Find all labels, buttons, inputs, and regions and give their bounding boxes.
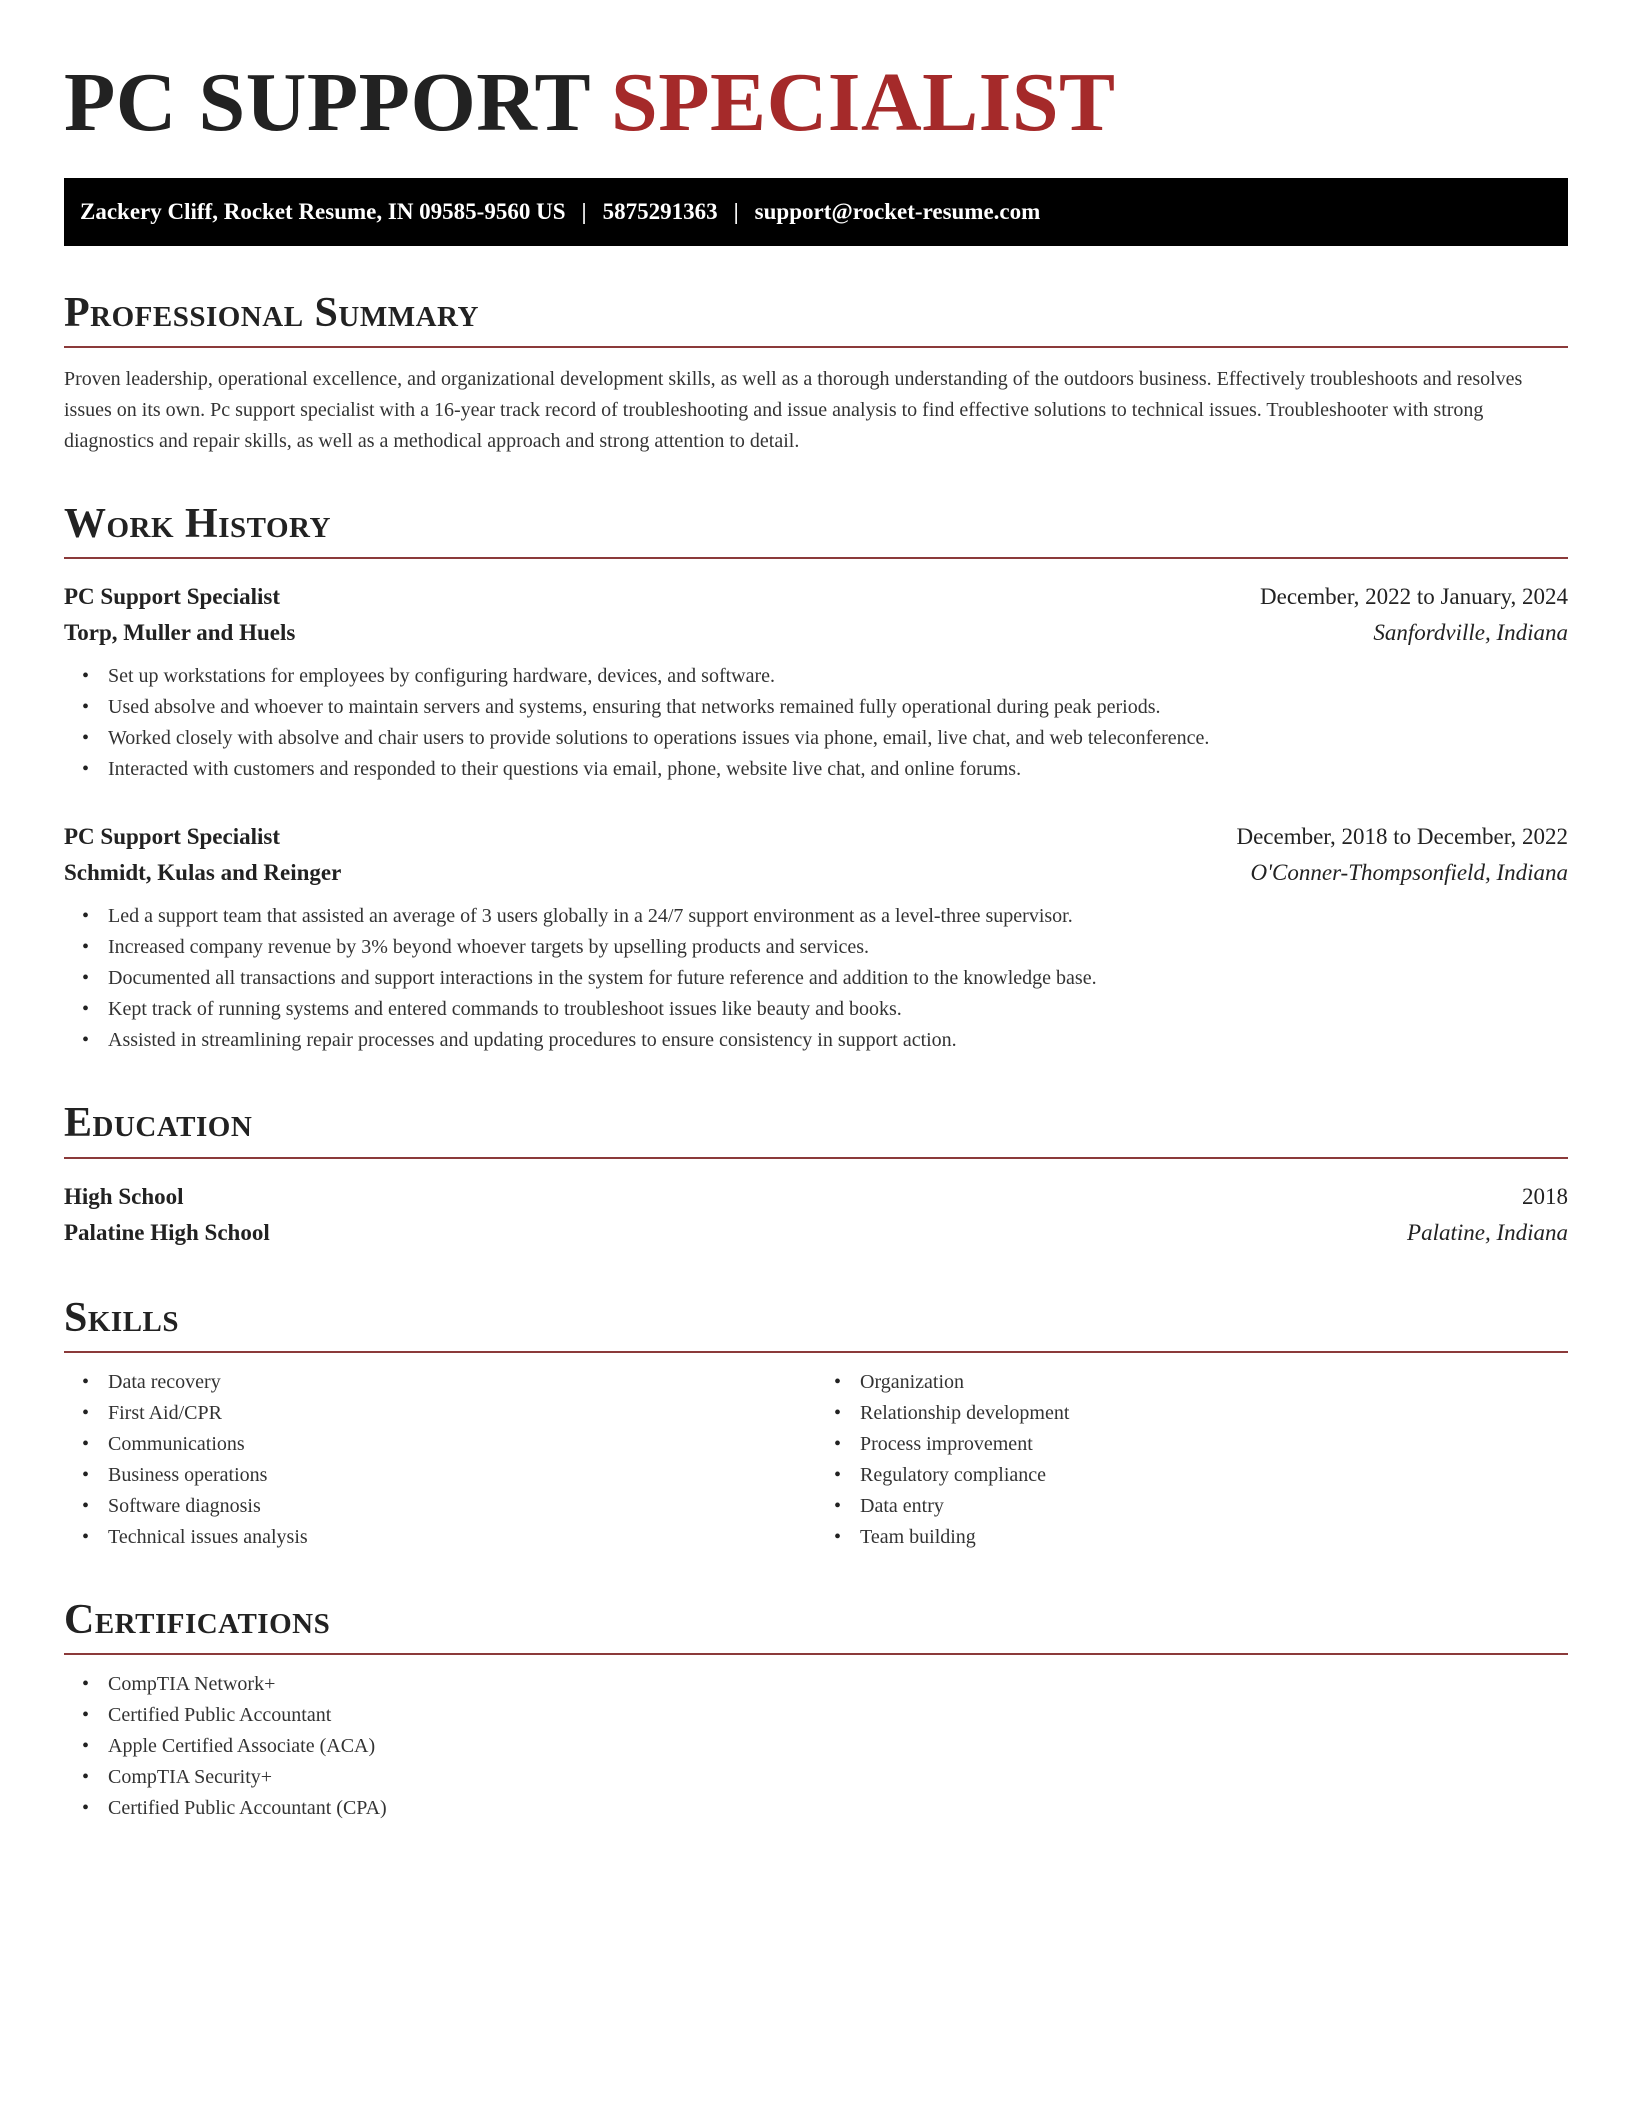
skills-list-left <box>64 1367 816 1553</box>
job-location: O'Conner-Thompsonfield, Indiana <box>1250 860 1568 886</box>
job-bullet: • Worked closely with absolve and chair users to provide solutions to operations issues via phone, email, live chat, and web teleconference. <box>108 723 1568 754</box>
skills-grid <box>64 1367 1568 1553</box>
education-entry <box>64 1179 1568 1251</box>
job-bullet: • Assisted in streamlining repair processes and updating procedures to ensure consistency in support action. <box>108 1025 1568 1056</box>
contact-bar <box>64 178 1568 246</box>
education-school: Palatine High School <box>64 1219 270 1245</box>
job-bullet-list <box>64 901 1568 1056</box>
job-header-row <box>64 579 1568 615</box>
skill-item: • Technical issues analysis <box>108 1522 816 1553</box>
title-accent: SPECIALIST <box>611 56 1116 149</box>
education-heading: Education <box>64 1100 1568 1158</box>
job-bullet: • Interacted with customers and responded to their questions via email, phone, website live chat, and online forums. <box>108 754 1568 785</box>
skill-item: • Data entry <box>860 1491 1568 1522</box>
job-bullet: • Documented all transactions and support interactions in the system for future reference and addition to the knowledge base. <box>108 963 1568 994</box>
certifications-heading: Certifications <box>64 1597 1568 1655</box>
contact-phone: 5875291363 <box>602 199 718 225</box>
job-company-row <box>64 855 1568 891</box>
job-company: Schmidt, Kulas and Reinger <box>64 860 342 886</box>
summary-section <box>64 290 1568 457</box>
job-company-row <box>64 615 1568 651</box>
contact-separator: | <box>581 199 587 225</box>
education-location: Palatine, Indiana <box>1407 1219 1568 1245</box>
job-entry <box>64 579 1568 785</box>
job-title: PC Support Specialist <box>64 824 280 850</box>
skill-item: • Team building <box>860 1522 1568 1553</box>
job-bullet: • Set up workstations for employees by configuring hardware, devices, and software. <box>108 661 1568 692</box>
certifications-section <box>64 1597 1568 1824</box>
skill-item: • Regulatory compliance <box>860 1460 1568 1491</box>
skill-item: • Relationship development <box>860 1398 1568 1429</box>
job-header-row <box>64 819 1568 855</box>
skills-heading: Skills <box>64 1295 1568 1353</box>
job-entry <box>64 819 1568 1056</box>
job-dates: December, 2022 to January, 2024 <box>1260 584 1568 610</box>
summary-heading: Professional Summary <box>64 290 1568 348</box>
certifications-list <box>64 1669 1568 1824</box>
skill-item: • Data recovery <box>108 1367 816 1398</box>
job-bullet: • Led a support team that assisted an average of 3 users globally in a 24/7 support environment as a level-three supervisor. <box>108 901 1568 932</box>
skill-item: • Communications <box>108 1429 816 1460</box>
education-year: 2018 <box>1522 1183 1568 1209</box>
summary-text: Proven leadership, operational excellence, and organizational development skills, as well as a thorough understanding of the outdoors business. Effectively troubleshoots and resolves issues on its own. Pc support specialist with a 16-year track record of troubleshooting and issue analysis to find effective solutions to technical issues. Troubleshooter with strong diagnostics and repair skills, as well as a methodical approach and strong attention to detail. <box>64 368 1523 453</box>
skill-item: • Organization <box>860 1367 1568 1398</box>
job-bullet: • Used absolve and whoever to maintain servers and systems, ensuring that networks remained fully operational during peak periods. <box>108 692 1568 723</box>
education-section <box>64 1100 1568 1250</box>
skills-list-right <box>816 1367 1568 1553</box>
certification-item: • Certified Public Accountant <box>108 1700 1568 1731</box>
job-bullet: • Kept track of running systems and entered commands to troubleshoot issues like beauty and books. <box>108 994 1568 1025</box>
title-main: PC SUPPORT <box>64 56 590 149</box>
job-title: PC Support Specialist <box>64 584 280 610</box>
certification-item: • CompTIA Network+ <box>108 1669 1568 1700</box>
skill-item: • Business operations <box>108 1460 816 1491</box>
certification-item: • CompTIA Security+ <box>108 1762 1568 1793</box>
job-company: Torp, Muller and Huels <box>64 620 296 646</box>
education-degree: High School <box>64 1183 184 1209</box>
work-history-section <box>64 501 1568 1056</box>
skill-item: • Software diagnosis <box>108 1491 816 1522</box>
skills-section <box>64 1295 1568 1553</box>
skill-item: • First Aid/CPR <box>108 1398 816 1429</box>
certification-item: • Apple Certified Associate (ACA) <box>108 1731 1568 1762</box>
skill-item: • Process improvement <box>860 1429 1568 1460</box>
resume-title <box>64 56 1568 150</box>
work-history-heading: Work History <box>64 501 1568 559</box>
contact-address: Zackery Cliff, Rocket Resume, IN 09585-9560 US <box>80 199 566 225</box>
contact-email: support@rocket-resume.com <box>754 199 1041 225</box>
job-dates: December, 2018 to December, 2022 <box>1236 824 1568 850</box>
contact-separator: | <box>733 199 739 225</box>
job-bullet: • Increased company revenue by 3% beyond whoever targets by upselling products and services. <box>108 932 1568 963</box>
education-degree-row <box>64 1179 1568 1215</box>
education-school-row <box>64 1215 1568 1251</box>
job-location: Sanfordville, Indiana <box>1373 620 1568 646</box>
certification-item: • Certified Public Accountant (CPA) <box>108 1793 1568 1824</box>
job-bullet-list <box>64 661 1568 785</box>
